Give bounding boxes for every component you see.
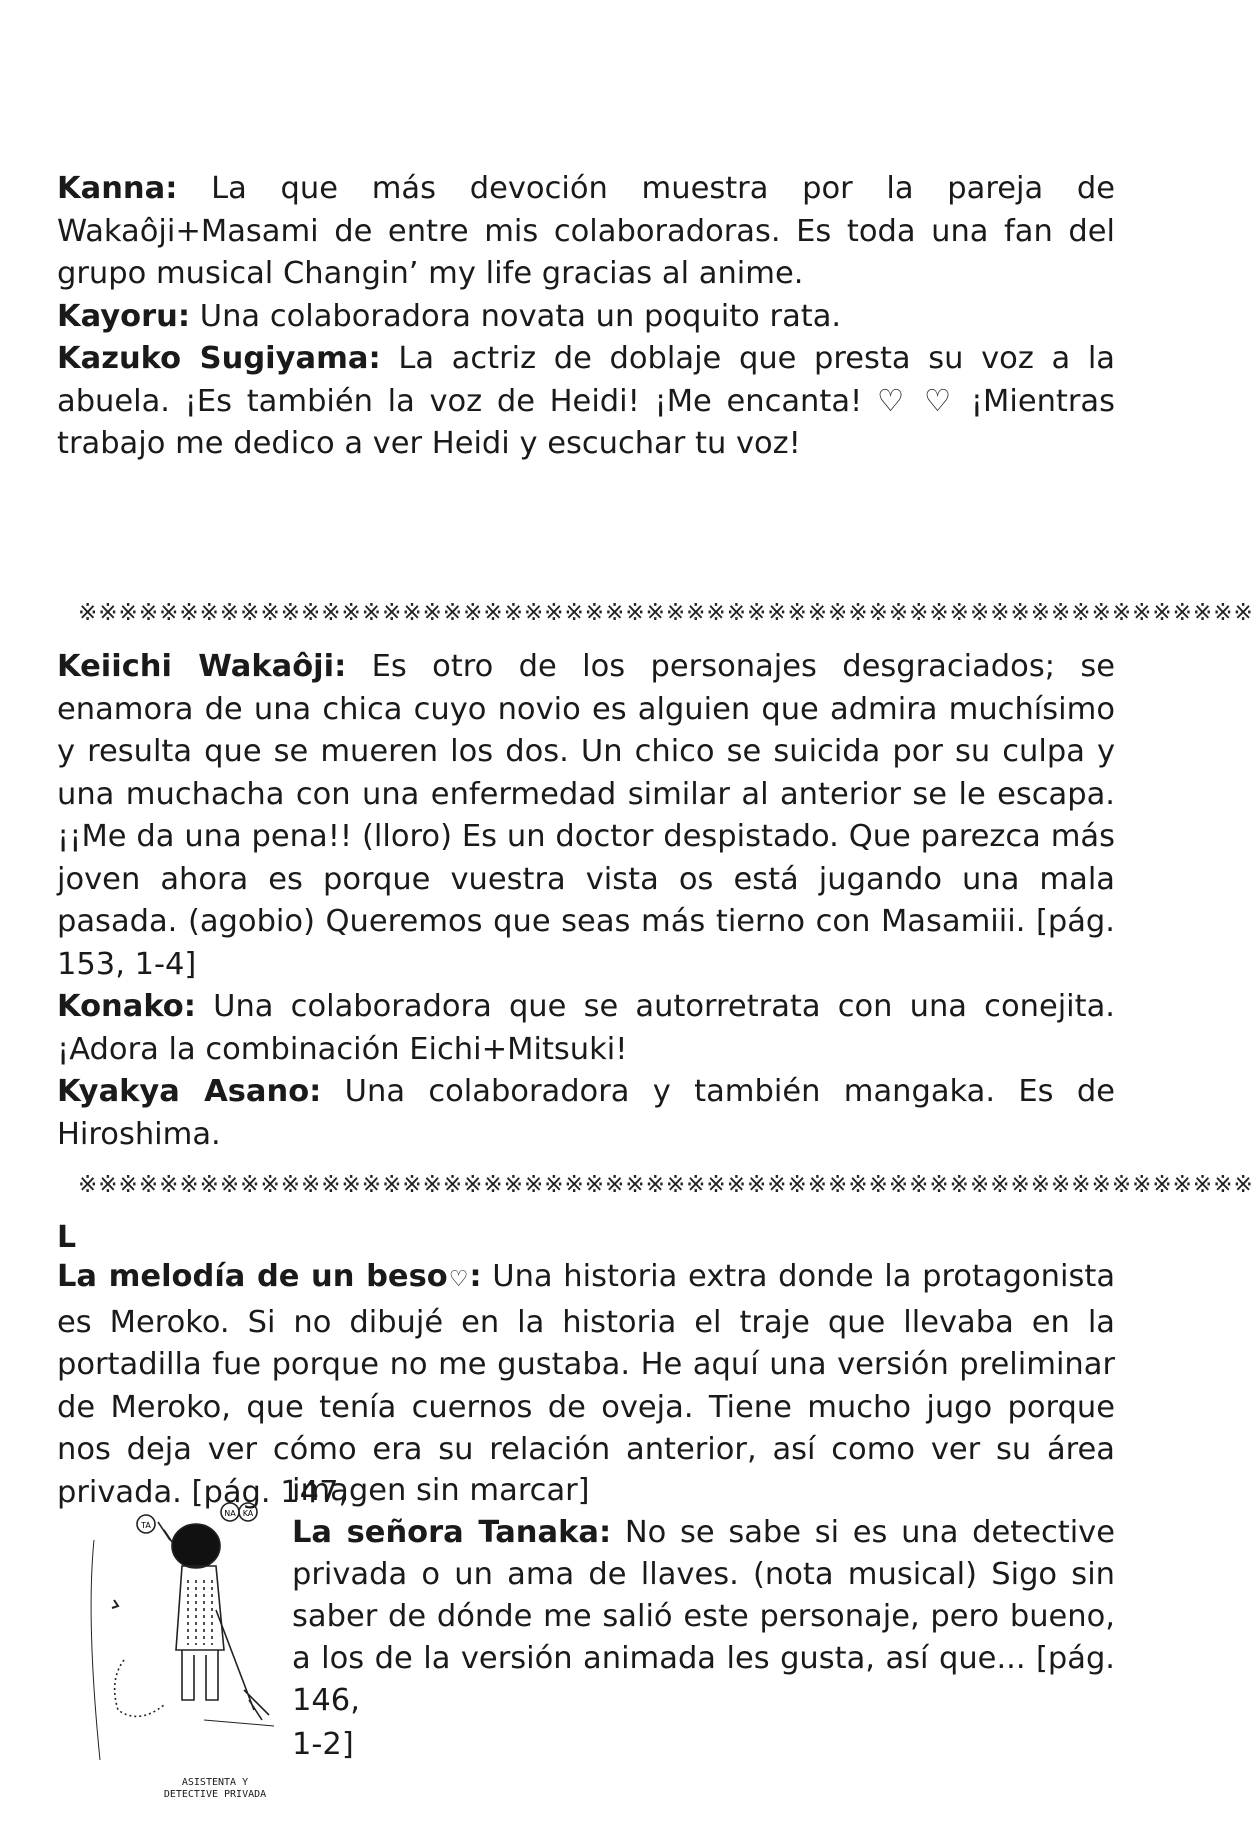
entry-text: Una historia extra donde la protagonista es Meroko. Si no dibujé en la historia el traje que llevaba en la portadilla fue porque no me gustaba. He aquí una versión preliminar de Meroko, que tenía cuernos de oveja. Tiene mucho jugo porque nos deja ver cómo era su relación anterior, así como ver su área privada. [pág. 147, (57, 1259, 1116, 1510)
entry-konako (57, 986, 1115, 1071)
bubble-text-ka: KA (242, 1509, 254, 1518)
section-k-entries (57, 168, 1115, 466)
entry-text: No se sabe si es una detective privada o un ama de llaves. (nota musical) Sigo sin saber de dónde me salió este personaje, pero bueno, a los de la versión animada les gusta, así que... [pág. 146, (292, 1515, 1115, 1718)
entry-text: Una colaboradora novata un poquito rata. (190, 298, 842, 334)
entry-term: Kazuko Sugiyama: (57, 341, 381, 376)
ornamental-separator: ※※※※※※※※※※※※※※※※※※※※※※※※※※※※※※※※※※※※※※※※※※※※※※※※※※※※※※※※※※ (78, 600, 1254, 626)
entry-term: La señora Tanaka: (292, 1515, 612, 1550)
entry-term: La melodía de un beso (57, 1259, 448, 1294)
entry-kanna (57, 168, 1115, 296)
caption-line: ASISTENTA Y (181, 1777, 249, 1788)
entry-text: La que más devoción muestra por la pareja de Wakaôji+Masami de entre mis colaboradoras. Es toda una fan del grupo musical Changin’ my life gracias al anime. (57, 171, 1115, 291)
caption-line: DETECTIVE PRIVADA (163, 1789, 267, 1800)
ornamental-separator: ※※※※※※※※※※※※※※※※※※※※※※※※※※※※※※※※※※※※※※※※※※※※※※※※※※※※※※※※※※ (78, 1172, 1254, 1198)
entry-keiichi (57, 646, 1115, 986)
entry-term: Keiichi Wakaôji: (57, 649, 347, 684)
entry-text: Una colaboradora que se autorretrata con una conejita. ¡Adora la combinación Eichi+Mitsuki! (57, 989, 1115, 1067)
entry-term: Kanna: (57, 171, 178, 206)
section-k2-entries (57, 646, 1115, 1156)
section-letter: L (57, 1220, 77, 1255)
entry-tanaka (292, 1512, 1115, 1722)
entry-term: Konako: (57, 989, 196, 1024)
entry-term: Kayoru: (57, 298, 191, 334)
bubble-text-na: NA (224, 1509, 236, 1518)
heart-icon: ♡ (447, 1267, 470, 1292)
entry-text: Es otro de los personajes desgraciados; se enamora de una chica cuyo novio es alguien que admira muchísimo y resulta que se mueren los dos. Un chico se suicida por su culpa y una muchacha con una enfermedad similar al anterior se le escapa. ¡¡Me da una pena!! (lloro) Es un doctor despistado. Que parezca más joven ahora es porque vuestra vista os está jugando una mala pasada. (agobio) Queremos que seas más tierno con Masamiii. [pág. 153, 1-4] (57, 649, 1116, 982)
entry-term: Kyakya Asano: (57, 1074, 322, 1109)
entry-text: La actriz de doblaje que presta su voz a la abuela. ¡Es también la voz de Heidi! ¡Me encanta! ♡ ♡ ¡Mientras trabajo me dedico a ver Heidi y escuchar tu voz! (57, 341, 1115, 461)
entry-kazuko (57, 338, 1115, 466)
bubble-text-ta: TA (141, 1521, 151, 1530)
entry-colon: : (469, 1259, 482, 1294)
entry-kyakya (57, 1071, 1115, 1156)
illustration-caption (150, 1777, 280, 1801)
entry-tanaka-tail: 1-2] (292, 1727, 354, 1762)
entry-text: Una colaboradora y también mangaka. Es de Hiroshima. (57, 1074, 1115, 1152)
character-illustration (84, 1500, 284, 1800)
entry-kayoru (57, 296, 1115, 339)
entry-melodia-tail: imagen sin marcar] (292, 1473, 590, 1508)
